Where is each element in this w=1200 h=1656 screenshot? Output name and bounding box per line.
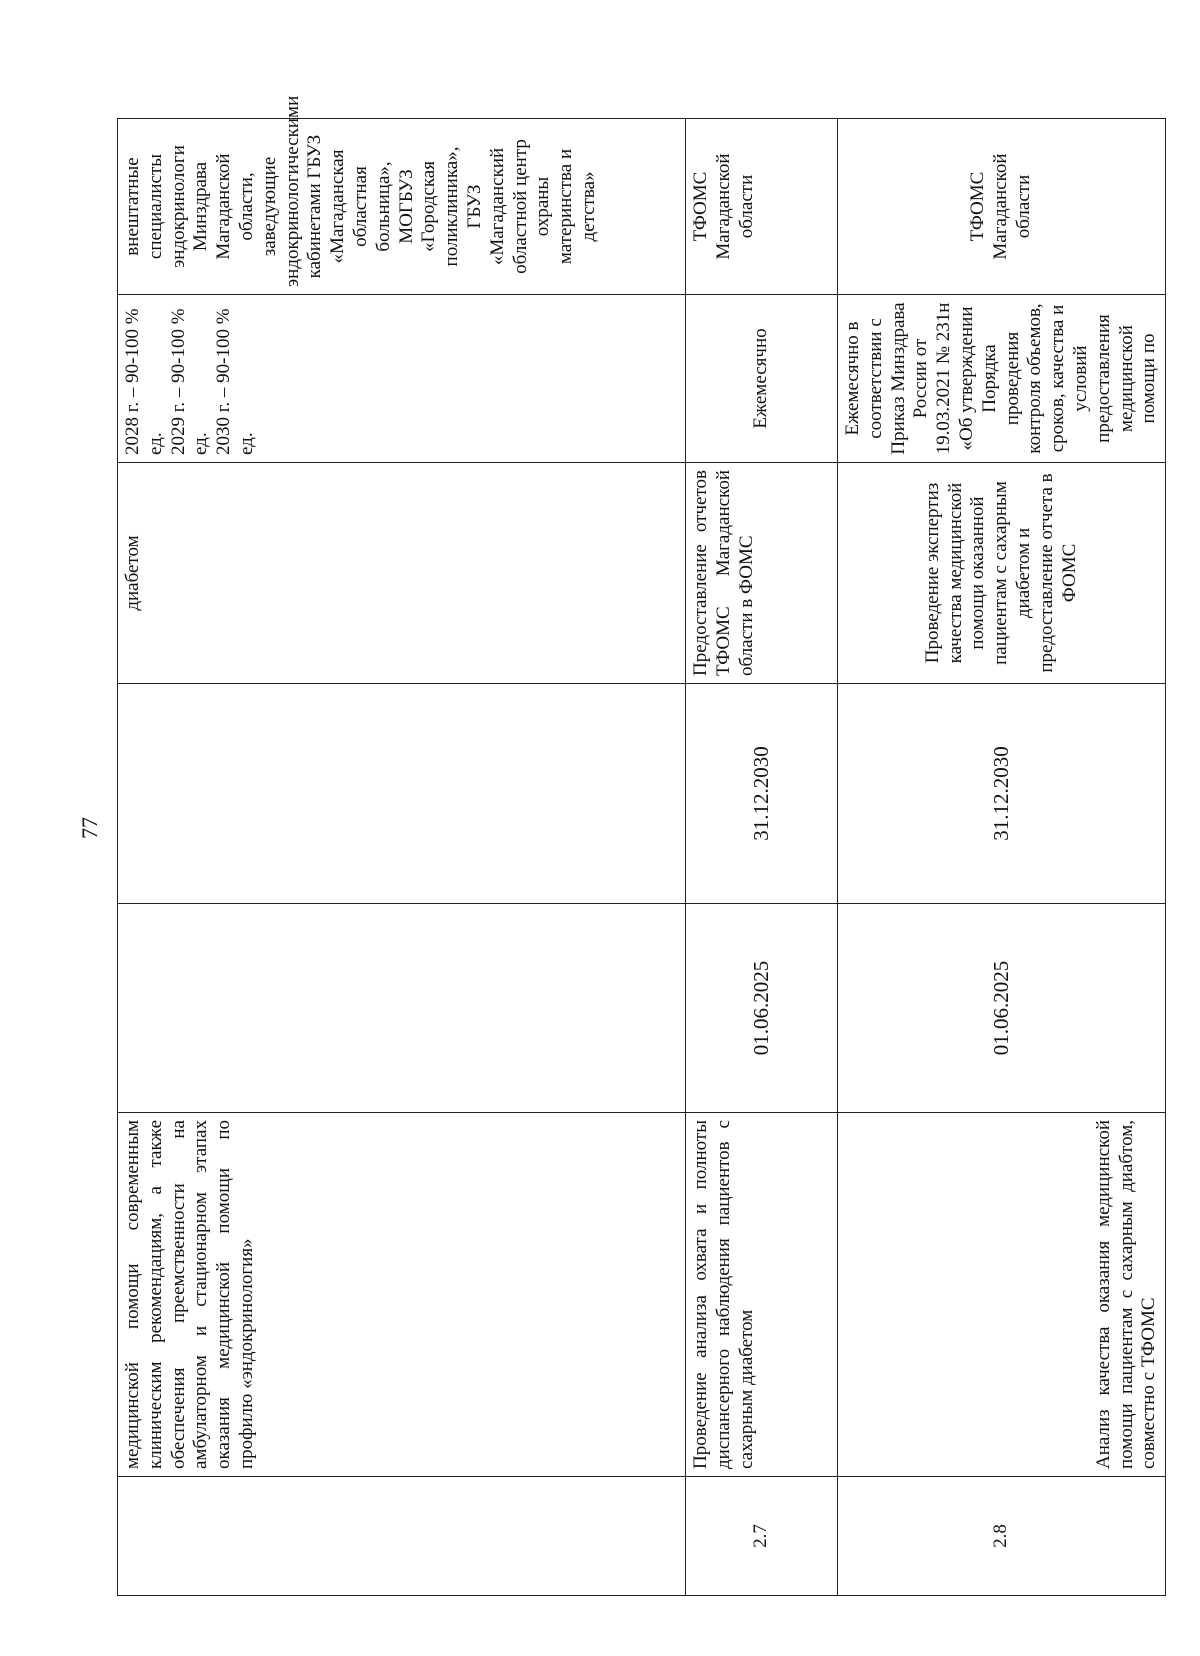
indicator-line: Ежемесячно в соответствии с Приказ Минздрава России от 19.03.2021 № 231н «Об утверждении Порядка проведения контроля объемов, сроков, качества и условий предоставления медицинской помощи по (842, 302, 1160, 455)
indicator-line: 2030 г. – 90-100 % ед. (213, 308, 257, 455)
measure-cell: Проведение анализа охвата и полноты диспансерного наблюдения пациентов с сахарным диабетом (686, 1113, 838, 1477)
table-row (838, 119, 1166, 1596)
indicator-cell (118, 295, 686, 463)
rotated-document (117, 95, 1160, 1596)
measure-cell: Анализ качества оказания медицинской помощи пациентам с сахарным диабтом, совместно с ТФОМС (838, 1113, 1166, 1477)
measure-cell: медицинской помощи современным клиническим рекомендациям, а также обеспечения преемственности на амбулаторном и стационарном этапах оказания медицинской помощи по профилю «эндокринология» (118, 1113, 686, 1477)
page-number-text: 77 (77, 817, 102, 839)
indicator-cell (686, 295, 838, 463)
responsible-cell: внештатные специалисты эндокринологи Минздрава Магаданской области, заведующие эндокринологическими кабинетами ГБУЗ «Магаданская областная больница», МОГБУЗ «Городская поликлиника», ГБУЗ «Магаданский областной центр охраны материнства и детства» (118, 119, 686, 295)
end-date-cell: 31.12.2030 (838, 684, 1166, 904)
row-number: 2.7 (686, 1477, 838, 1596)
measures-table (117, 95, 1166, 1596)
indicator-line: Ежемесячно (750, 328, 772, 429)
table-row (118, 119, 686, 1596)
start-date-cell: 01.06.2025 (686, 904, 838, 1113)
row-number: 2.8 (838, 1477, 1166, 1596)
end-date-cell (118, 684, 686, 904)
table-row (686, 119, 838, 1596)
result-cell: диабетом (118, 463, 686, 684)
row-number (118, 1477, 686, 1596)
indicator-line: 2029 г. – 90-100 % ед. (167, 308, 212, 455)
responsible-cell: ТФОМС Магаданской области (686, 119, 838, 295)
result-cell: Предоставление отчетов ТФОМС Магаданской области в ФОМС (686, 463, 838, 684)
indicator-line: 2028 г. – 90-100 % ед. (122, 308, 166, 455)
indicator-cell (838, 295, 1166, 463)
responsible-cell: ТФОМС Магаданской области (838, 119, 1166, 295)
start-date-cell: 01.06.2025 (838, 904, 1166, 1113)
start-date-cell (118, 904, 686, 1113)
result-cell: Проведение экспертиз качества медицинской помощи оказанной пациентам с сахарным диабетом и предоставление отчета в ФОМС (838, 463, 1166, 684)
end-date-cell: 31.12.2030 (686, 684, 838, 904)
